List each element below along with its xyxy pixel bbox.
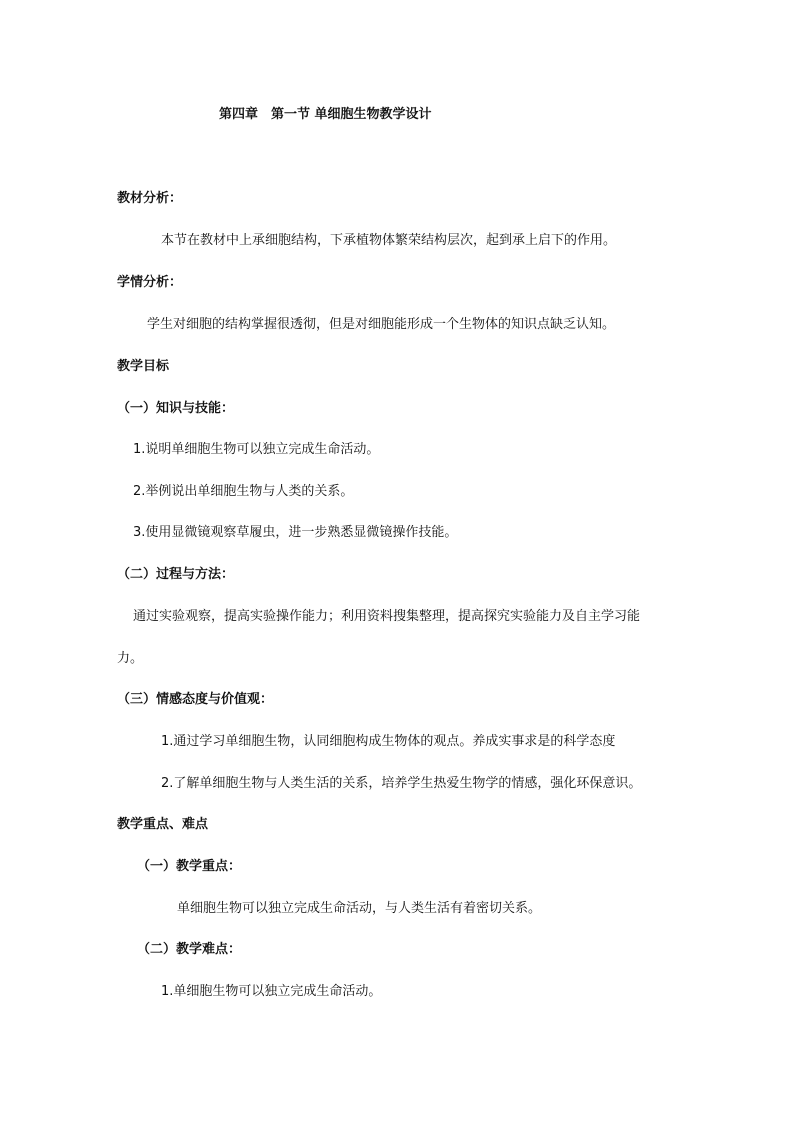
goal-item-3: 3.使用显微镜观察草履虫，进一步熟悉显微镜操作技能。 <box>133 525 458 540</box>
difficult-point-item-1: 1.单细胞生物可以独立完成生命活动。 <box>161 984 382 999</box>
paragraph-process-method-line-1: 通过实验观察，提高实验操作能力；利用资料搜集整理，提高探究实验能力及自主学习能 <box>133 609 641 624</box>
goal-item-2: 2.举例说出单细胞生物与人类的关系。 <box>133 484 354 499</box>
emotion-goal-item-2: 2.了解单细胞生物与人类生活的关系，培养学生热爱生物学的情感，强化环保意识。 <box>161 776 642 791</box>
emotion-goal-item-1: 1.通过学习单细胞生物，认同细胞构成生物体的观点。养成实事求是的科学态度 <box>161 734 616 749</box>
section-heading-key-difficult-points: 教学重点、难点 <box>117 817 209 832</box>
section-heading-teaching-goals: 教学目标 <box>117 359 170 374</box>
subheading-key-points: （一）教学重点： <box>137 859 242 874</box>
document-title: 第四章 第一节 单细胞生物教学设计 <box>219 107 432 122</box>
section-heading-learning-analysis: 学情分析： <box>117 275 183 290</box>
subheading-emotion-values: （三）情感态度与价值观： <box>117 692 274 707</box>
paragraph-process-method-line-2: 力。 <box>117 651 144 666</box>
subheading-knowledge-skills: （一）知识与技能： <box>117 401 235 416</box>
section-heading-textbook-analysis: 教材分析： <box>117 191 183 206</box>
subheading-difficult-points: （二）教学难点： <box>137 942 242 957</box>
paragraph-textbook-analysis: 本节在教材中上承细胞结构，下承植物体繁荣结构层次，起到承上启下的作用。 <box>161 233 617 248</box>
paragraph-learning-analysis: 学生对细胞的结构掌握很透彻，但是对细胞能形成一个生物体的知识点缺乏认知。 <box>147 317 616 332</box>
goal-item-1: 1.说明单细胞生物可以独立完成生命活动。 <box>133 442 380 457</box>
paragraph-key-points: 单细胞生物可以独立完成生命活动，与人类生活有着密切关系。 <box>177 901 542 916</box>
subheading-process-method: （二）过程与方法： <box>117 567 235 582</box>
